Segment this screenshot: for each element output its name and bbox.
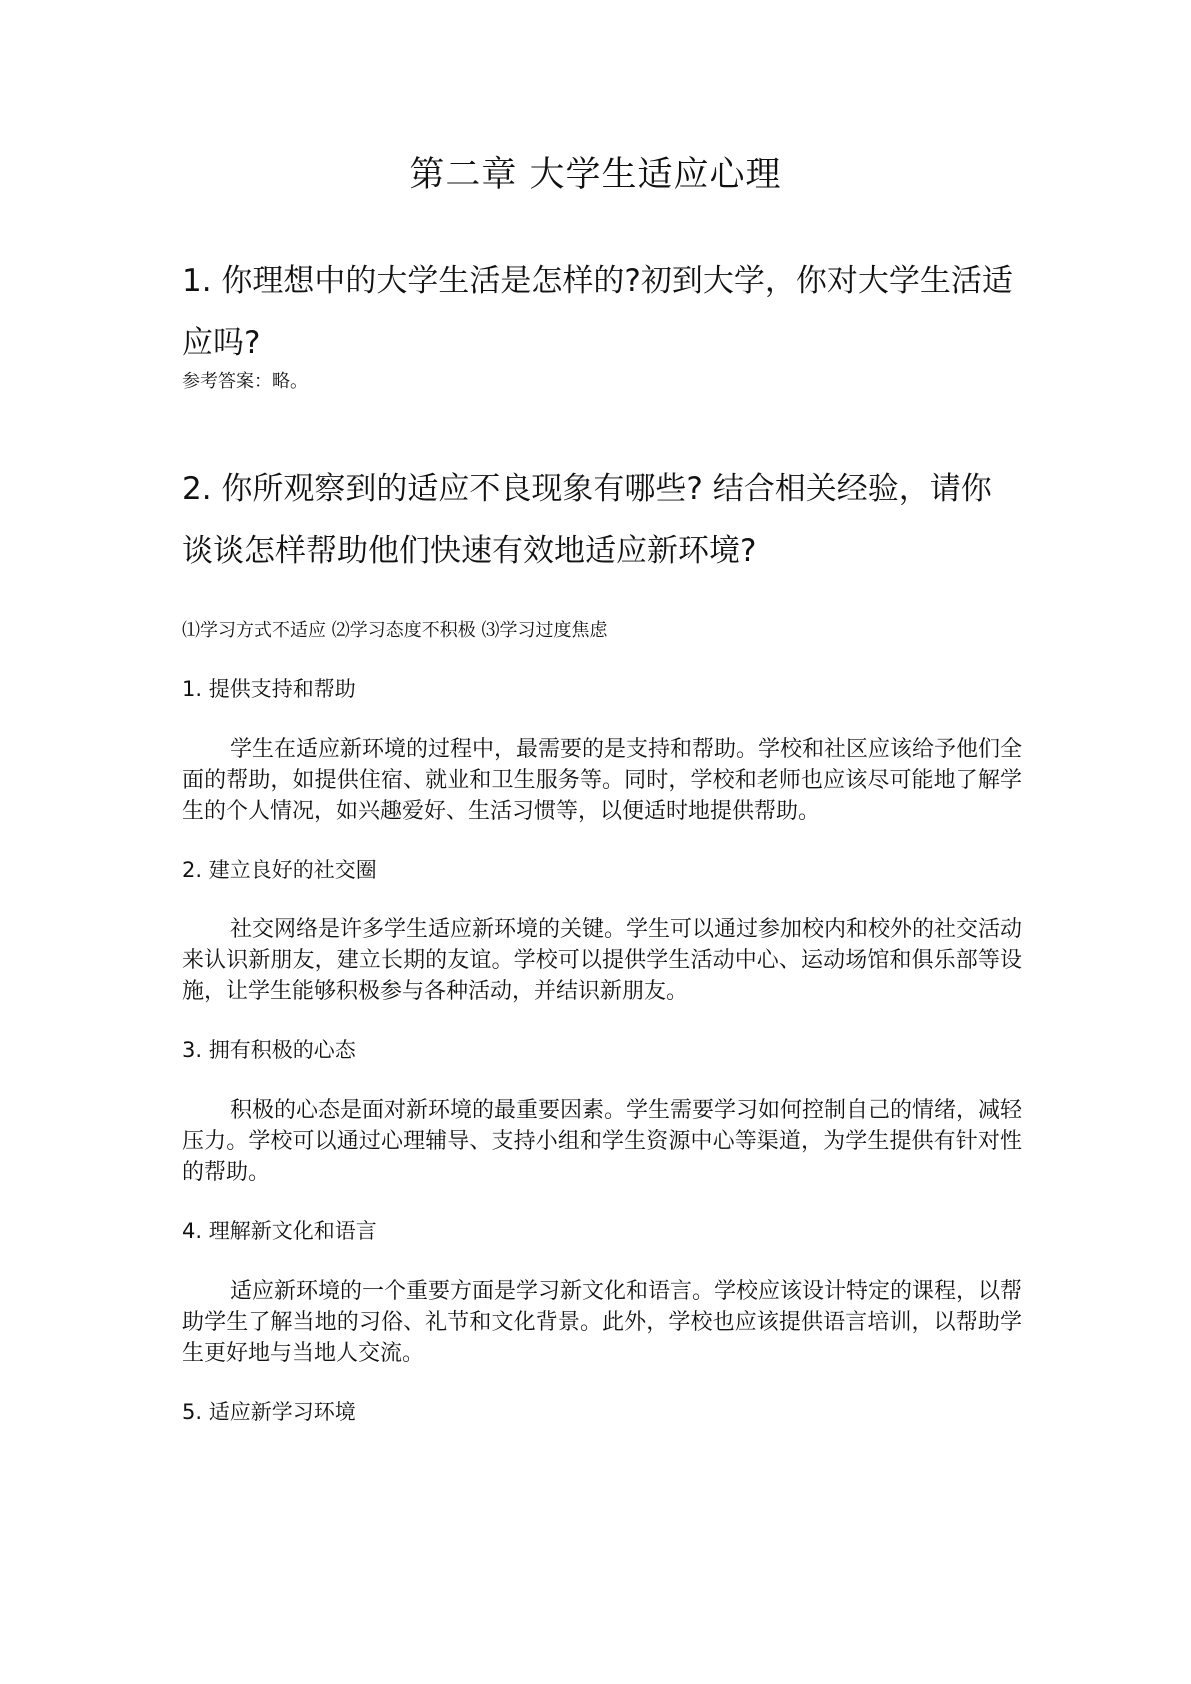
section-heading-1: 1. 提供支持和帮助 xyxy=(182,677,356,701)
section-heading-5: 5. 适应新学习环境 xyxy=(182,1400,356,1424)
question-2: 2. 你所观察到的适应不良现象有哪些? 结合相关经验，请你谈谈怎样帮助他们快速有效地适应新环境? xyxy=(182,471,992,569)
question-1: 1. 你理想中的大学生活是怎样的?初到大学，你对大学生活适应吗? xyxy=(182,263,1013,361)
section-body-3: 积极的心态是面对新环境的最重要因素。学生需要学习如何控制自己的情绪，减轻压力。学校可以通过心理辅导、支持小组和学生资源中心等渠道，为学生提供有针对性的帮助。 xyxy=(182,1098,1023,1185)
section-heading-4: 4. 理解新文化和语言 xyxy=(182,1219,377,1243)
section-body-1: 学生在适应新环境的过程中，最需要的是支持和帮助。学校和社区应该给予他们全面的帮助，如提供住宿、就业和卫生服务等。同时，学校和老师也应该尽可能地了解学生的个人情况，如兴趣爱好、生活习惯等，以便适时地提供帮助。 xyxy=(182,737,1023,824)
section-heading-3: 3. 拥有积极的心态 xyxy=(182,1038,356,1062)
answer-2-summary: ⑴学习方式不适应 ⑵学习态度不积极 ⑶学习过度焦虑 xyxy=(182,620,608,641)
section-body-2: 社交网络是许多学生适应新环境的关键。学生可以通过参加校内和校外的社交活动来认识新朋友，建立长期的友谊。学校可以提供学生活动中心、运动场馆和俱乐部等设施，让学生能够积极参与各种活动，并结识新朋友。 xyxy=(182,917,1023,1004)
answer-1: 参考答案：略。 xyxy=(182,371,308,392)
section-heading-2: 2. 建立良好的社交圈 xyxy=(182,858,377,882)
chapter-title: 第二章 大学生适应心理 xyxy=(409,155,782,195)
section-body-4: 适应新环境的一个重要方面是学习新文化和语言。学校应该设计特定的课程，以帮助学生了解当地的习俗、礼节和文化背景。此外，学校也应该提供语言培训，以帮助学生更好地与当地人交流。 xyxy=(182,1279,1023,1366)
